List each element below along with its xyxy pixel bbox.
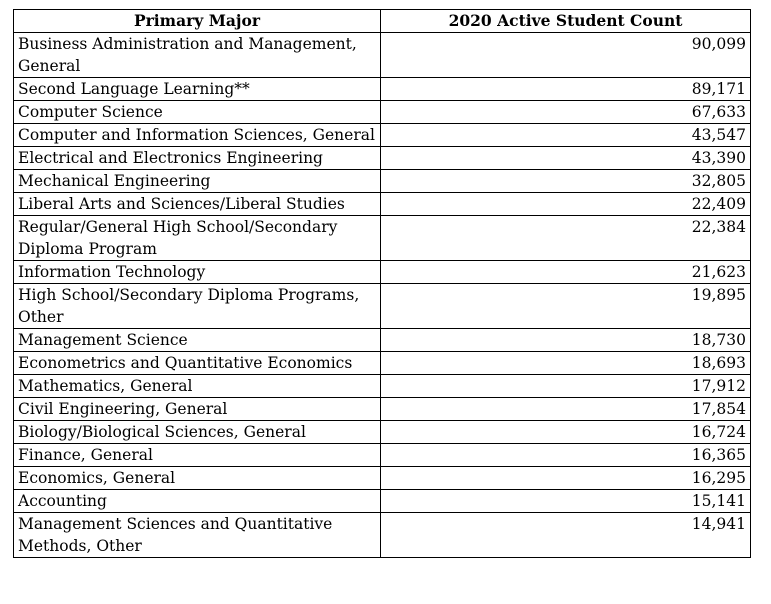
count-cell: 17,912 bbox=[381, 375, 751, 398]
table-row bbox=[14, 352, 751, 375]
major-cell: Management Science bbox=[14, 329, 381, 352]
count-cell: 67,633 bbox=[381, 101, 751, 124]
count-cell: 90,099 bbox=[381, 33, 751, 78]
major-cell: Regular/General High School/Secondary Diploma Program bbox=[14, 216, 381, 261]
major-cell: Mathematics, General bbox=[14, 375, 381, 398]
header-student-count: 2020 Active Student Count bbox=[381, 10, 751, 33]
table-row bbox=[14, 490, 751, 513]
count-cell: 14,941 bbox=[381, 513, 751, 558]
major-cell: Computer Science bbox=[14, 101, 381, 124]
table-row bbox=[14, 33, 751, 78]
count-cell: 43,390 bbox=[381, 147, 751, 170]
table-body bbox=[14, 33, 751, 558]
table-row bbox=[14, 513, 751, 558]
major-cell: Information Technology bbox=[14, 261, 381, 284]
table-row bbox=[14, 444, 751, 467]
count-cell: 32,805 bbox=[381, 170, 751, 193]
table-row bbox=[14, 78, 751, 101]
major-cell: Second Language Learning** bbox=[14, 78, 381, 101]
major-cell: Computer and Information Sciences, General bbox=[14, 124, 381, 147]
table-row bbox=[14, 101, 751, 124]
table-row bbox=[14, 193, 751, 216]
table-row bbox=[14, 375, 751, 398]
major-cell: Economics, General bbox=[14, 467, 381, 490]
major-cell: Civil Engineering, General bbox=[14, 398, 381, 421]
count-cell: 16,295 bbox=[381, 467, 751, 490]
header-row bbox=[14, 10, 751, 33]
table-row bbox=[14, 147, 751, 170]
count-cell: 19,895 bbox=[381, 284, 751, 329]
count-cell: 17,854 bbox=[381, 398, 751, 421]
count-cell: 89,171 bbox=[381, 78, 751, 101]
major-cell: Accounting bbox=[14, 490, 381, 513]
count-cell: 22,384 bbox=[381, 216, 751, 261]
count-cell: 16,724 bbox=[381, 421, 751, 444]
major-cell: Liberal Arts and Sciences/Liberal Studies bbox=[14, 193, 381, 216]
count-cell: 15,141 bbox=[381, 490, 751, 513]
table-row bbox=[14, 261, 751, 284]
major-cell: Econometrics and Quantitative Economics bbox=[14, 352, 381, 375]
major-cell: Management Sciences and Quantitative Methods, Other bbox=[14, 513, 381, 558]
major-cell: Electrical and Electronics Engineering bbox=[14, 147, 381, 170]
table-row bbox=[14, 398, 751, 421]
count-cell: 43,547 bbox=[381, 124, 751, 147]
count-cell: 18,693 bbox=[381, 352, 751, 375]
count-cell: 18,730 bbox=[381, 329, 751, 352]
major-cell: High School/Secondary Diploma Programs, Other bbox=[14, 284, 381, 329]
major-cell: Business Administration and Management, General bbox=[14, 33, 381, 78]
majors-table bbox=[13, 9, 751, 558]
table-row bbox=[14, 170, 751, 193]
table-header bbox=[14, 10, 751, 33]
table-row bbox=[14, 329, 751, 352]
major-cell: Finance, General bbox=[14, 444, 381, 467]
table-row bbox=[14, 421, 751, 444]
count-cell: 16,365 bbox=[381, 444, 751, 467]
count-cell: 21,623 bbox=[381, 261, 751, 284]
table-row bbox=[14, 124, 751, 147]
table-row bbox=[14, 284, 751, 329]
major-cell: Biology/Biological Sciences, General bbox=[14, 421, 381, 444]
header-primary-major: Primary Major bbox=[14, 10, 381, 33]
table-row bbox=[14, 467, 751, 490]
major-cell: Mechanical Engineering bbox=[14, 170, 381, 193]
count-cell: 22,409 bbox=[381, 193, 751, 216]
table-row bbox=[14, 216, 751, 261]
